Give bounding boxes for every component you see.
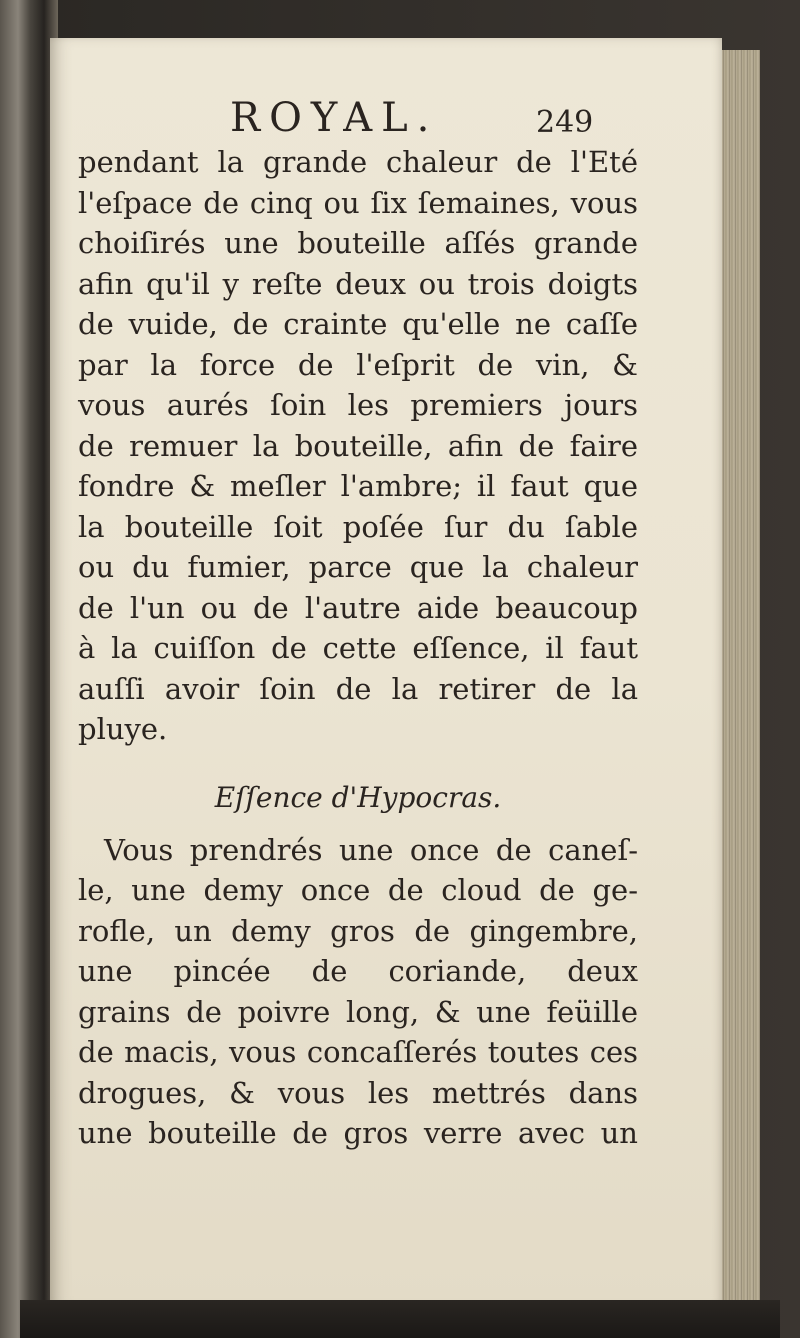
running-head: ROYAL. bbox=[230, 95, 439, 141]
paragraph-2 bbox=[78, 830, 638, 1154]
text-line: par la force de l'eſprit de vin, & bbox=[78, 347, 638, 382]
text-line: le, une demy once de cloud de ge- bbox=[78, 873, 638, 907]
section-heading: Eſſence d'Hypocras. bbox=[214, 780, 502, 814]
text-line: afin qu'il y reſte deux ou trois doigts bbox=[78, 266, 638, 301]
text-line: de vuide, de crainte qu'elle ne caſſe bbox=[78, 307, 638, 341]
text-line: auſſi avoir ſoin de la retirer de la bbox=[78, 671, 638, 706]
text-line: l'eſpace de cinq ou ſix ſemaines, vous bbox=[78, 185, 638, 220]
page-text bbox=[78, 96, 638, 1154]
text-line: ou du fumier, parce que la chaleur bbox=[78, 550, 638, 584]
text-line: vous aurés ſoin les premiers jours bbox=[78, 388, 638, 422]
text-line: drogues, & vous les mettrés dans bbox=[78, 1075, 638, 1110]
text-line: pendant la grande chaleur de l'Eté bbox=[78, 145, 638, 179]
paragraph-1 bbox=[78, 142, 638, 750]
text-line: une bouteille de gros verre avec un bbox=[78, 1116, 638, 1150]
text-line: la bouteille ſoit poſée ſur du ſable bbox=[78, 509, 638, 544]
text-line: de macis, vous concaſſerés toutes ces bbox=[78, 1035, 638, 1069]
text-line: grains de poivre long, & une feüille bbox=[78, 994, 638, 1029]
book-bottom-edge bbox=[20, 1300, 780, 1338]
text-line: une pincée de coriande, deux bbox=[78, 954, 638, 988]
text-line: à la cuiſſon de cette eſſence, il faut bbox=[78, 631, 638, 665]
text-line: de l'un ou de l'autre aide beaucoup bbox=[78, 590, 638, 625]
text-line: pluye. bbox=[78, 712, 168, 746]
text-line: Vous prendrés une once de caneſ- bbox=[104, 832, 638, 867]
text-line: rofle, un demy gros de gingembre, bbox=[78, 913, 638, 948]
text-line: fondre & meſler l'ambre; il faut que bbox=[78, 469, 638, 503]
text-line: de remuer la bouteille, afin de faire bbox=[78, 428, 638, 463]
page-header bbox=[78, 96, 638, 140]
text-line: choiſirés une bouteille aſſés grande bbox=[78, 226, 638, 260]
page-number: 249 bbox=[536, 105, 594, 140]
